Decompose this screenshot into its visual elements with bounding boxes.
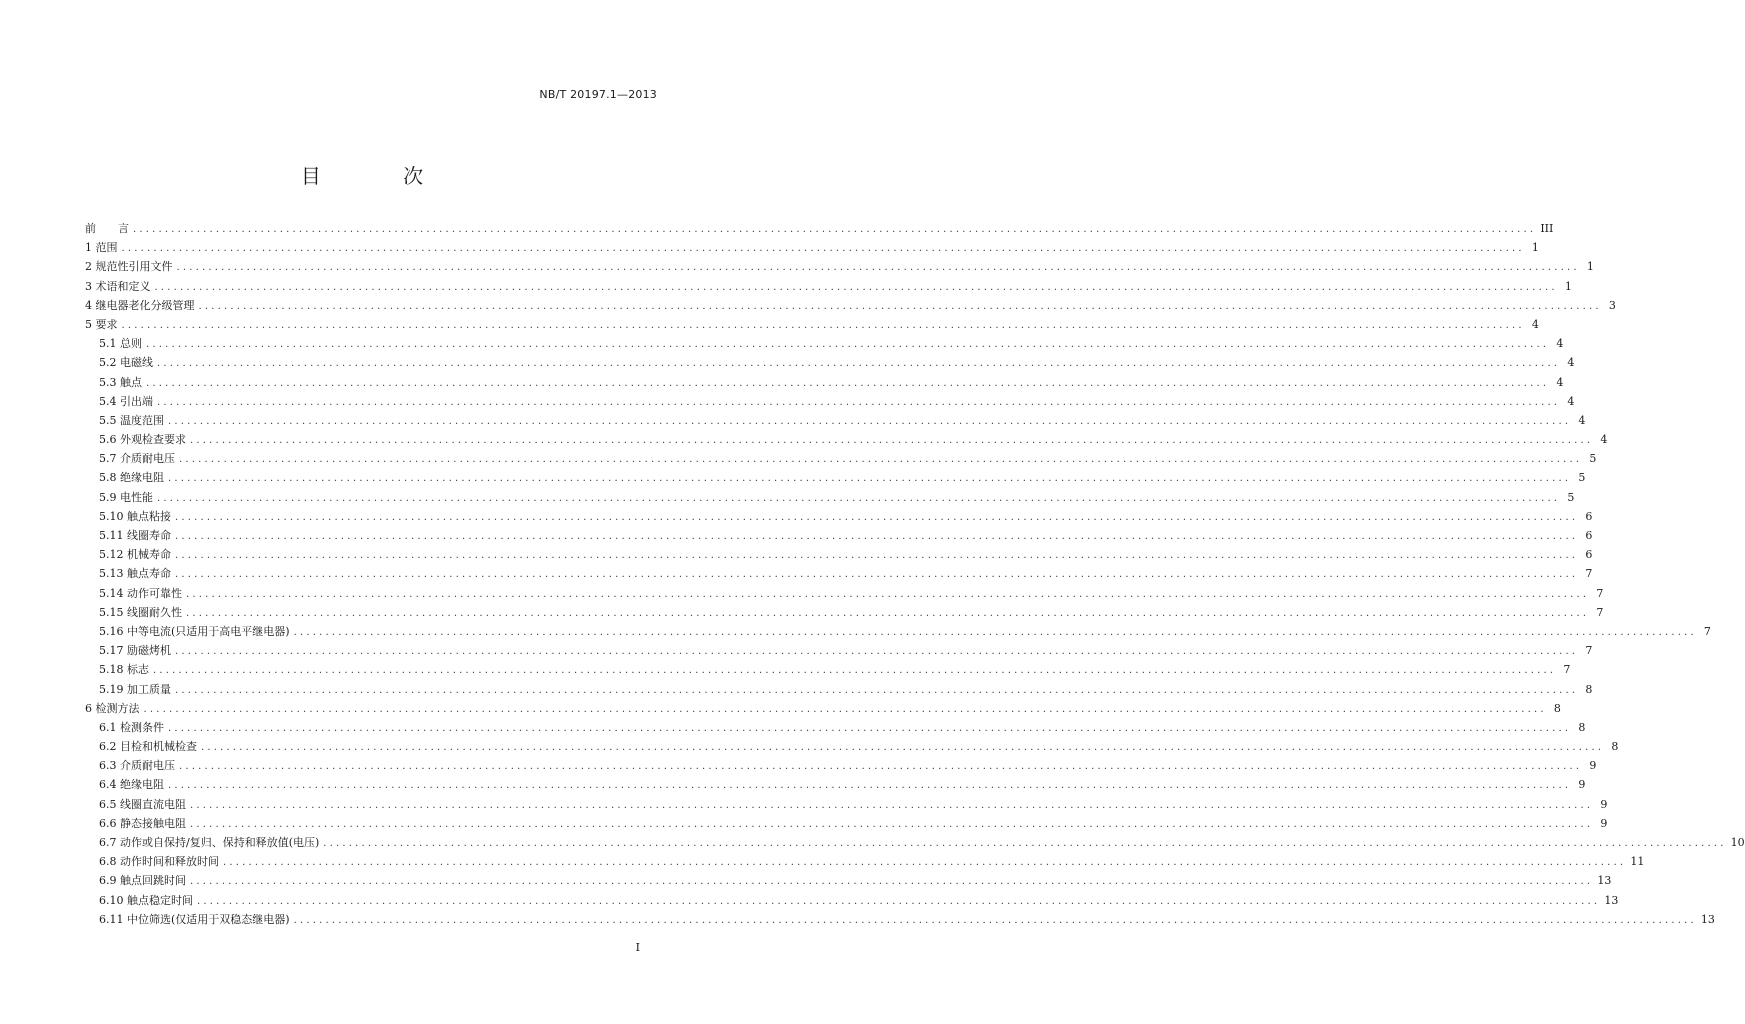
toc-entry-page: 3 bbox=[1608, 298, 1616, 312]
toc-entry-page: 6 bbox=[1585, 529, 1593, 542]
toc-leader-dots: ............................................................................................................................................................................................................................ bbox=[175, 511, 1579, 523]
toc-entry-page: 9 bbox=[1589, 759, 1597, 773]
toc-entry[interactable] bbox=[85, 871, 1612, 890]
toc-leader-dots: ............................................................................................................................................................................................................................ bbox=[179, 454, 1583, 466]
toc-leader-dots: ............................................................................................................................................................................................................................ bbox=[157, 492, 1561, 504]
toc-entry-label: 5.1 总则 bbox=[99, 337, 142, 351]
toc-entry-page: 8 bbox=[1611, 740, 1619, 754]
toc-entry-label: 5.15 线圈耐久性 bbox=[99, 605, 182, 619]
toc-leader-dots: ............................................................................................................................................................................................................................ bbox=[190, 435, 1594, 447]
toc-entry[interactable] bbox=[85, 277, 1572, 296]
toc-entry-label: 6 检测方法 bbox=[85, 701, 140, 715]
toc-entry-label: 5.16 中等电流(只适用于高电平继电器) bbox=[99, 624, 290, 638]
toc-entry-label: 6.3 介质耐电压 bbox=[99, 759, 175, 773]
toc-entry-label: 3 术语和定义 bbox=[85, 279, 151, 293]
toc-entry-label: 6.4 绝缘电阻 bbox=[99, 778, 164, 792]
toc-entry-label: 6.6 静态接触电阻 bbox=[99, 816, 186, 830]
toc-entry-label: 5.10 触点粘接 bbox=[99, 509, 171, 523]
toc-leader-dots: ............................................................................................................................................................................................................................ bbox=[198, 300, 1602, 312]
toc-leader-dots: ............................................................................................................................................................................................................................ bbox=[293, 626, 1697, 638]
toc-entry[interactable] bbox=[85, 680, 1593, 699]
toc-entry-label: 5.2 电磁线 bbox=[99, 356, 153, 370]
toc-entry-label: 5.14 动作可靠性 bbox=[99, 586, 182, 600]
toc-entry-label: 前言 bbox=[85, 222, 129, 235]
toc-entry[interactable] bbox=[85, 814, 1608, 833]
toc-entry-label: 1 范围 bbox=[85, 241, 118, 255]
toc-entry-label: 5.18 标志 bbox=[99, 663, 149, 677]
toc-entry-page: 9 bbox=[1600, 816, 1608, 830]
toc-leader-dots: ............................................................................................................................................................................................................................ bbox=[190, 818, 1594, 830]
toc-entry-page: 7 bbox=[1585, 644, 1593, 658]
toc-entry-label: 6.2 目检和机械检查 bbox=[99, 740, 197, 754]
toc-leader-dots: ............................................................................................................................................................................................................................ bbox=[175, 531, 1579, 542]
toc-entry[interactable] bbox=[85, 449, 1597, 468]
toc-leader-dots: ............................................................................................................................................................................................................................ bbox=[176, 262, 1580, 274]
toc-entry-page: 9 bbox=[1578, 778, 1586, 792]
toc-entry-page: 4 bbox=[1556, 375, 1564, 389]
toc-leader-dots: ............................................................................................................................................................................................................................ bbox=[186, 607, 1590, 619]
toc-entry[interactable] bbox=[85, 641, 1593, 660]
toc-leader-dots: ............................................................................................................................................................................................................................ bbox=[146, 377, 1550, 389]
toc-entry-page: 4 bbox=[1578, 413, 1586, 427]
toc-leader-dots: ............................................................................................................................................................................................................................ bbox=[133, 224, 1537, 235]
toc-entry-page: 7 bbox=[1585, 567, 1593, 581]
toc-leader-dots: ............................................................................................................................................................................................................................ bbox=[121, 319, 1525, 331]
toc-entry-label: 5.4 引出端 bbox=[99, 394, 153, 408]
toc-entry-label: 5.3 触点 bbox=[99, 375, 142, 389]
toc-leader-dots: ............................................................................................................................................................................................................................ bbox=[143, 703, 1547, 715]
toc-entry-label: 5.6 外观检查要求 bbox=[99, 433, 186, 447]
toc-entry-page: 10 bbox=[1730, 836, 1745, 849]
toc-leader-dots: ............................................................................................................................................................................................................................ bbox=[175, 550, 1579, 562]
toc-entry-label: 5.8 绝缘电阻 bbox=[99, 471, 164, 485]
toc-entry[interactable] bbox=[85, 756, 1597, 775]
toc-leader-dots: ............................................................................................................................................................................................................................ bbox=[201, 742, 1605, 754]
toc-entry-label: 5.13 触点寿命 bbox=[99, 567, 171, 581]
toc-entry-page: 1 bbox=[1586, 260, 1594, 274]
toc-entry[interactable] bbox=[85, 353, 1575, 372]
toc-entry-page: 4 bbox=[1531, 317, 1539, 331]
toc-entry-label: 5 要求 bbox=[85, 317, 118, 331]
toc-entry-page: 11 bbox=[1630, 855, 1645, 869]
toc-entry-page: 4 bbox=[1600, 433, 1608, 447]
toc-title: 目 次 bbox=[300, 164, 462, 188]
standard-code: NB/T 20197.1—2013 bbox=[539, 88, 657, 101]
toc-entry[interactable] bbox=[85, 852, 1645, 871]
toc-entry-label: 6.9 触点回跳时间 bbox=[99, 874, 186, 888]
toc-entry-page: 7 bbox=[1596, 586, 1604, 600]
toc-entry-page: 5 bbox=[1578, 471, 1586, 485]
toc-entry-page: 8 bbox=[1578, 720, 1586, 734]
toc-entry-page: 4 bbox=[1556, 337, 1564, 351]
toc-entry[interactable] bbox=[85, 545, 1593, 564]
toc-entry[interactable] bbox=[85, 622, 1711, 641]
toc-entry-label: 6.7 动作或自保持/复归、保持和释放值(电压) bbox=[99, 836, 320, 849]
toc-entry[interactable] bbox=[85, 238, 1539, 257]
toc-entry-page: 4 bbox=[1567, 394, 1575, 408]
toc-entry-page: III bbox=[1540, 222, 1554, 235]
toc-entry[interactable] bbox=[85, 296, 1616, 315]
toc-entry-page: 7 bbox=[1596, 605, 1604, 619]
toc-entry-page: 4 bbox=[1567, 356, 1575, 370]
toc-leader-dots: ............................................................................................................................................................................................................................ bbox=[168, 722, 1572, 734]
toc-leader-dots: ............................................................................................................................................................................................................................ bbox=[323, 838, 1727, 849]
toc-entry-page: 13 bbox=[1597, 874, 1612, 888]
toc-entry-label: 5.19 加工质量 bbox=[99, 682, 171, 696]
toc-leader-dots: ............................................................................................................................................................................................................................ bbox=[157, 358, 1561, 370]
toc-entry[interactable] bbox=[85, 334, 1564, 353]
toc-entry-page: 8 bbox=[1553, 701, 1561, 715]
toc-entry[interactable] bbox=[85, 660, 1571, 679]
toc-entry[interactable] bbox=[85, 411, 1586, 430]
toc-leader-dots: ............................................................................................................................................................................................................................ bbox=[175, 646, 1579, 658]
toc-entry-label: 6.10 触点稳定时间 bbox=[99, 893, 193, 907]
toc-entry-page: 13 bbox=[1604, 893, 1619, 907]
toc-entry-page: 6 bbox=[1585, 548, 1593, 562]
toc-entry-page: 1 bbox=[1531, 241, 1539, 255]
toc-entry-label: 5.12 机械寿命 bbox=[99, 548, 171, 562]
toc-entry-label: 6.11 中位筛选(仅适用于双稳态继电器) bbox=[99, 912, 290, 926]
toc-entry[interactable] bbox=[85, 257, 1594, 276]
toc-entry-page: 9 bbox=[1600, 797, 1608, 811]
toc-entry-page: 1 bbox=[1564, 279, 1572, 293]
toc-entry[interactable] bbox=[85, 468, 1586, 487]
toc-entry-label: 5.5 温度范围 bbox=[99, 413, 164, 427]
toc-leader-dots: ............................................................................................................................................................................................................................ bbox=[146, 339, 1550, 351]
toc-entry[interactable] bbox=[85, 488, 1575, 507]
toc-entry[interactable] bbox=[85, 891, 1619, 910]
toc-entry-label: 5.9 电性能 bbox=[99, 490, 153, 504]
toc-leader-dots: ............................................................................................................................................................................................................................ bbox=[293, 914, 1697, 926]
toc-leader-dots: ............................................................................................................................................................................................................................ bbox=[153, 665, 1557, 677]
table-of-contents bbox=[85, 219, 1745, 929]
toc-entry[interactable] bbox=[85, 219, 1554, 238]
toc-entry-label: 6.8 动作时间和释放时间 bbox=[99, 855, 219, 869]
toc-entry[interactable] bbox=[85, 737, 1619, 756]
toc-entry-page: 5 bbox=[1567, 490, 1575, 504]
page-number: I bbox=[635, 941, 640, 954]
toc-entry-page: 8 bbox=[1585, 682, 1593, 696]
toc-leader-dots: ............................................................................................................................................................................................................................ bbox=[175, 684, 1579, 696]
toc-entry-label: 5.17 励磁烤机 bbox=[99, 644, 171, 658]
toc-entry-label: 4 继电器老化分级管理 bbox=[85, 298, 195, 312]
toc-entry[interactable] bbox=[85, 564, 1593, 583]
toc-entry-label: 5.7 介质耐电压 bbox=[99, 452, 175, 466]
toc-leader-dots: ............................................................................................................................................................................................................................ bbox=[179, 761, 1583, 773]
toc-entry[interactable] bbox=[85, 584, 1604, 603]
toc-entry-page: 6 bbox=[1585, 509, 1593, 523]
toc-entry-label: 2 规范性引用文件 bbox=[85, 260, 173, 274]
toc-leader-dots: ............................................................................................................................................................................................................................ bbox=[168, 473, 1572, 485]
toc-entry[interactable] bbox=[85, 833, 1745, 852]
toc-entry[interactable] bbox=[85, 699, 1561, 718]
toc-entry[interactable] bbox=[85, 718, 1586, 737]
toc-leader-dots: ............................................................................................................................................................................................................................ bbox=[154, 281, 1558, 293]
toc-entry-label: 6.5 线圈直流电阻 bbox=[99, 797, 186, 811]
toc-entry-label: 6.1 检测条件 bbox=[99, 720, 164, 734]
toc-entry[interactable] bbox=[85, 392, 1575, 411]
toc-entry[interactable] bbox=[85, 603, 1604, 622]
toc-entry[interactable] bbox=[85, 795, 1608, 814]
toc-entry-page: 7 bbox=[1563, 663, 1571, 677]
toc-entry[interactable] bbox=[85, 910, 1715, 929]
toc-entry[interactable] bbox=[85, 430, 1608, 449]
toc-entry-page: 13 bbox=[1700, 912, 1715, 926]
toc-entry[interactable] bbox=[85, 507, 1593, 526]
toc-leader-dots: ............................................................................................................................................................................................................................ bbox=[121, 243, 1525, 255]
toc-entry[interactable] bbox=[85, 373, 1564, 392]
toc-leader-dots: ............................................................................................................................................................................................................................ bbox=[175, 569, 1579, 581]
toc-leader-dots: ............................................................................................................................................................................................................................ bbox=[157, 396, 1561, 408]
toc-entry-page: 5 bbox=[1589, 452, 1597, 466]
toc-entry-label: 5.11 线圈寿命 bbox=[99, 529, 171, 542]
toc-entry-page: 7 bbox=[1703, 624, 1711, 638]
toc-entry[interactable] bbox=[85, 315, 1539, 334]
toc-leader-dots: ............................................................................................................................................................................................................................ bbox=[168, 780, 1572, 792]
toc-leader-dots: ............................................................................................................................................................................................................................ bbox=[190, 876, 1594, 888]
toc-leader-dots: ............................................................................................................................................................................................................................ bbox=[197, 895, 1601, 907]
toc-entry[interactable] bbox=[85, 526, 1593, 545]
toc-leader-dots: ............................................................................................................................................................................................................................ bbox=[190, 799, 1594, 811]
toc-leader-dots: ............................................................................................................................................................................................................................ bbox=[223, 857, 1627, 869]
toc-leader-dots: ............................................................................................................................................................................................................................ bbox=[168, 415, 1572, 427]
toc-entry[interactable] bbox=[85, 775, 1586, 794]
toc-leader-dots: ............................................................................................................................................................................................................................ bbox=[186, 588, 1590, 600]
